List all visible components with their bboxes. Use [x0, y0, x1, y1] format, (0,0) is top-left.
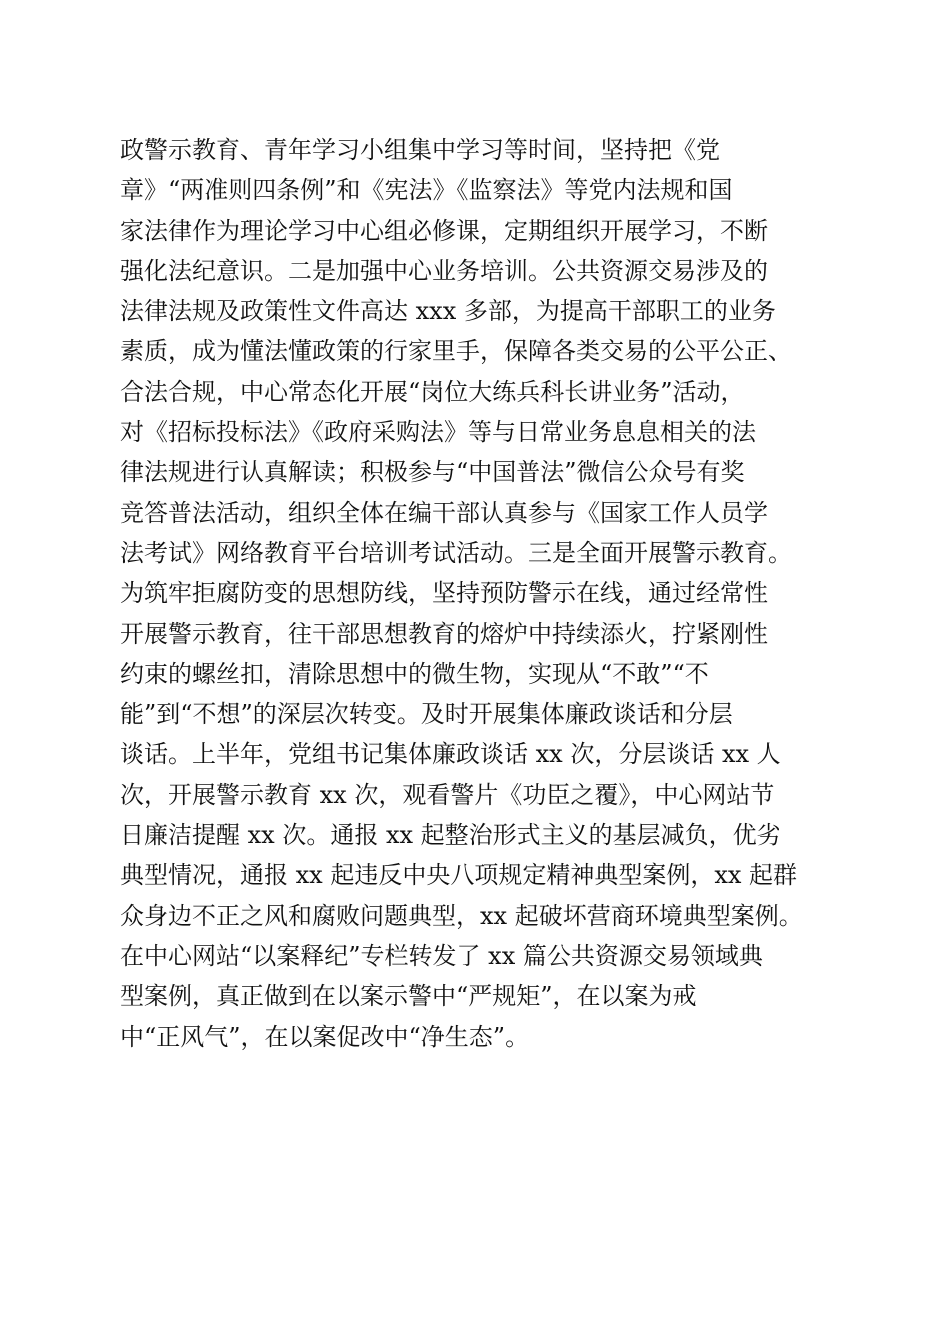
- text-line: 日廉洁提醒 xx 次。通报 xx 起整治形式主义的基层减负，优劣: [120, 821, 781, 850]
- text-line: 律法规进行认真解读；积极参与“中国普法”微信公众号有奖: [120, 458, 745, 487]
- text-line: 章》“两准则四条例”和《宪法》《监察法》等党内法规和国: [120, 176, 733, 205]
- text-line: 开展警示教育，往干部思想教育的熔炉中持续添火，拧紧刚性: [120, 619, 768, 648]
- text-line: 竞答普法活动，组织全体在编干部认真参与《国家工作人员学: [120, 498, 768, 527]
- text-line: 强化法纪意识。二是加强中心业务培训。公共资源交易涉及的: [120, 256, 768, 285]
- text-line: 型案例，真正做到在以案示警中“严规矩”，在以案为戒: [120, 982, 697, 1011]
- text-line: 政警示教育、青年学习小组集中学习等时间，坚持把《党: [120, 136, 720, 164]
- text-line: 家法律作为理论学习中心组必修课，定期组织开展学习，不断: [120, 216, 768, 245]
- text-line: 能”到“不想”的深层次转变。及时开展集体廉政谈话和分层: [120, 700, 733, 729]
- body-paragraph: [120, 130, 850, 1057]
- text-line: 法考试》网络教育平台培训考试活动。三是全面开展警示教育。: [120, 538, 792, 567]
- text-line: 在中心网站“以案释纪”专栏转发了 xx 篇公共资源交易领域典: [120, 941, 763, 970]
- text-line: 对《招标投标法》《政府采购法》等与日常业务息息相关的法: [120, 418, 756, 447]
- text-line: 法律法规及政策性文件高达 xxx 多部，为提高干部职工的业务: [120, 297, 776, 326]
- text-line: 众身边不正之风和腐败问题典型，xx 起破坏营商环境典型案例。: [120, 901, 803, 930]
- text-line: 典型情况，通报 xx 起违反中央八项规定精神典型案例，xx 起群: [120, 861, 798, 890]
- text-line: 次，开展警示教育 xx 次，观看警片《功臣之覆》，中心网站节: [120, 780, 775, 809]
- text-line: 中“正风气”，在以案促改中“净生态”。: [120, 1022, 530, 1051]
- text-line: 约束的螺丝扣，清除思想中的微生物，实现从“不敢”“不: [120, 659, 709, 688]
- text-line: 合法合规，中心常态化开展“岗位大练兵科长讲业务”活动，: [120, 377, 745, 406]
- text-line: 素质，成为懂法懂政策的行家里手，保障各类交易的公平公正、: [120, 337, 792, 366]
- text-line: 为筑牢拒腐防变的思想防线，坚持预防警示在线，通过经常性: [120, 579, 768, 608]
- text-line: 谈话。上半年，党组书记集体廉政谈话 xx 次，分层谈话 xx 人: [120, 740, 781, 769]
